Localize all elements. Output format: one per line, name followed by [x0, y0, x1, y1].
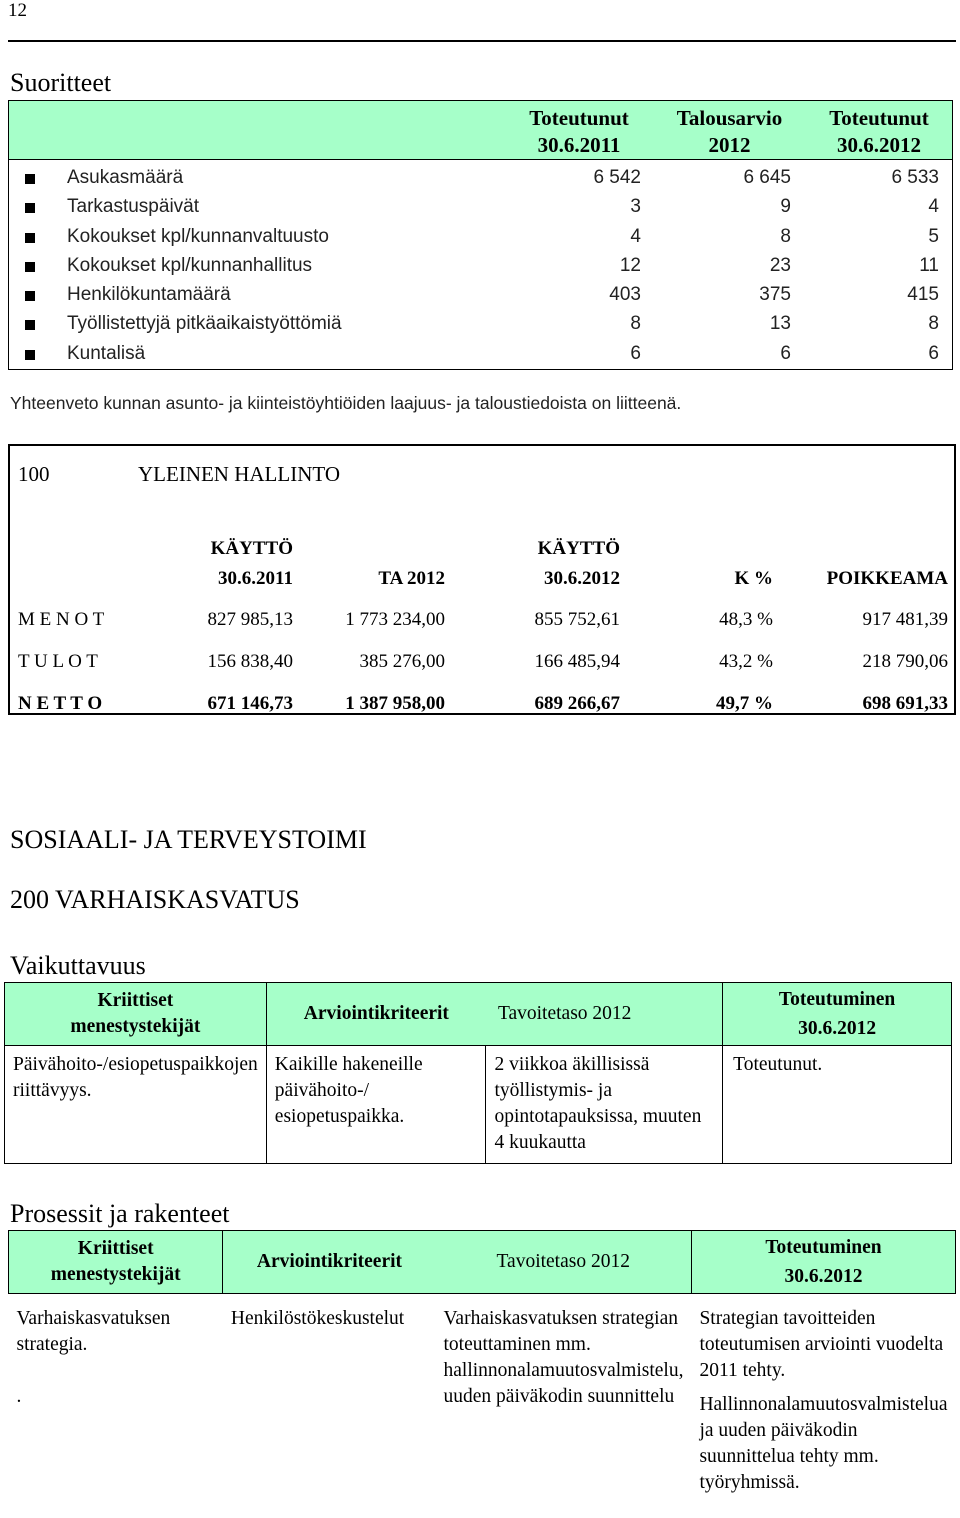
section-title: SOSIAALI- JA TERVEYSTOIMI	[10, 825, 367, 854]
table-row: Työllistettyjä pitkäaikaistyöttömiä 8 13 8	[9, 310, 952, 339]
table-cell: Toteutunut.	[723, 1046, 952, 1164]
row-label: N E T T O	[18, 693, 103, 714]
table-row: Henkilökuntamäärä 403 375 415	[9, 281, 952, 310]
bullet-icon	[25, 174, 35, 184]
header-cell: Arviointikriteerit	[223, 1231, 436, 1294]
row-label: M E N O T	[18, 609, 105, 630]
table-row: Asukasmäärä 6 542 6 645 6 533	[9, 164, 952, 193]
table-cell: Henkilöstökeskustelut	[230, 1308, 405, 1329]
suoritteet-title: Suoritteet	[10, 68, 112, 97]
header-cell: Tavoitetaso 2012	[436, 1231, 692, 1294]
table-row: Kokoukset kpl/kunnanhallitus 12 23 11	[9, 252, 952, 281]
vaikuttavuus-title: Vaikuttavuus	[10, 951, 146, 980]
header-cell: Toteutuminen 30.6.2012	[723, 983, 952, 1046]
table-header-row	[9, 1231, 956, 1294]
col-header: 30.6.2011	[218, 568, 293, 589]
bullet-icon	[25, 203, 35, 213]
hallinto-code: 100	[18, 462, 50, 486]
header-cell: Arviointikriteerit	[266, 983, 486, 1046]
table-cell: Kaikille hakeneille päivähoito-/ esiopetuspaikka.	[266, 1046, 486, 1164]
col-header: TA 2012	[378, 568, 445, 589]
suoritteet-col-header: Talousarvio 2012	[676, 106, 783, 157]
prosessit-table	[8, 1230, 956, 1514]
table-cell: Varhaiskasvatuksen strategian toteuttaminen mm. hallinnonalamuutosvalmistelu, uuden päiväkodin suunnittelu	[443, 1308, 684, 1407]
subsection-title: 200 VARHAISKASVATUS	[10, 885, 300, 914]
page-number: 12	[8, 0, 27, 21]
bullet-icon	[25, 320, 35, 330]
table-row: Kuntalisä 6 6 6	[9, 340, 952, 369]
table-cell: 2 viikkoa äkillisissä työllistymis- ja opintotapauksissa, muuten 4 kuukautta	[486, 1046, 723, 1164]
table-row: Kokoukset kpl/kunnanvaltuusto 4 8 5	[9, 223, 952, 252]
suoritteet-table	[8, 100, 953, 370]
summary-note: Yhteenveto kunnan asunto- ja kiinteistöyhtiöiden laajuus- ja taloustiedoista on liitteenä.	[10, 393, 682, 413]
hallinto-box: 100 YLEINEN HALLINTO KÄYTTÖ 30.6.2011 TA 2012 KÄYTTÖ 30.6.2012 K % POIKKEAMA M E N O T 827 985,13 1 773 234,00 855 752,61 48,3 % 917 481,39 T U L O T 156 838,40 385 276,00 166 485,94 43,2 % 218 790,06 N E T T O 671 146,73 1 387 958,00 689 266,67 49,7 % 698 691,33	[8, 444, 956, 715]
table-row	[9, 1294, 956, 1514]
divider	[10, 713, 954, 714]
col-header: K %	[734, 568, 773, 589]
header-cell: Tavoitetaso 2012	[486, 983, 723, 1046]
bullet-icon	[25, 291, 35, 301]
table-row	[5, 1046, 952, 1164]
table-row: Tarkastuspäivät 3 9 4	[9, 193, 952, 222]
suoritteet-col-header: Toteutunut 30.6.2012	[829, 106, 929, 157]
col-header: KÄYTTÖ	[210, 538, 293, 559]
table-cell: Varhaiskasvatuksen strategia. .	[16, 1308, 171, 1407]
header-rule	[8, 40, 956, 42]
bullet-icon	[25, 262, 35, 272]
header-cell: Toteutuminen 30.6.2012	[691, 1231, 955, 1294]
hallinto-title: YLEINEN HALLINTO	[138, 462, 340, 486]
bullet-icon	[25, 350, 35, 360]
suoritteet-col-header: Toteutunut 30.6.2011	[529, 106, 629, 157]
col-header: POIKKEAMA	[826, 568, 948, 589]
header-cell: Kriittiset menestystekijät	[9, 1231, 223, 1294]
table-cell: Strategian tavoitteiden toteutumisen arviointi vuodelta 2011 tehty. Hallinnonalamuutosvalmistelua ja uuden päiväkodin suunnittelua tehty mm. työryhmissä.	[699, 1308, 948, 1493]
row-label: T U L O T	[18, 651, 98, 672]
col-header: KÄYTTÖ	[537, 538, 620, 559]
table-cell: Päivähoito-/esiopetuspaikkojen riittävyys.	[5, 1046, 267, 1164]
header-cell: Kriittiset menestystekijät	[5, 983, 267, 1046]
col-header: 30.6.2012	[544, 568, 620, 589]
bullet-icon	[25, 233, 35, 243]
vaikuttavuus-table	[4, 982, 952, 1164]
prosessit-title: Prosessit ja rakenteet	[10, 1199, 230, 1228]
table-header-row	[5, 983, 952, 1046]
suoritteet-header	[9, 101, 952, 160]
